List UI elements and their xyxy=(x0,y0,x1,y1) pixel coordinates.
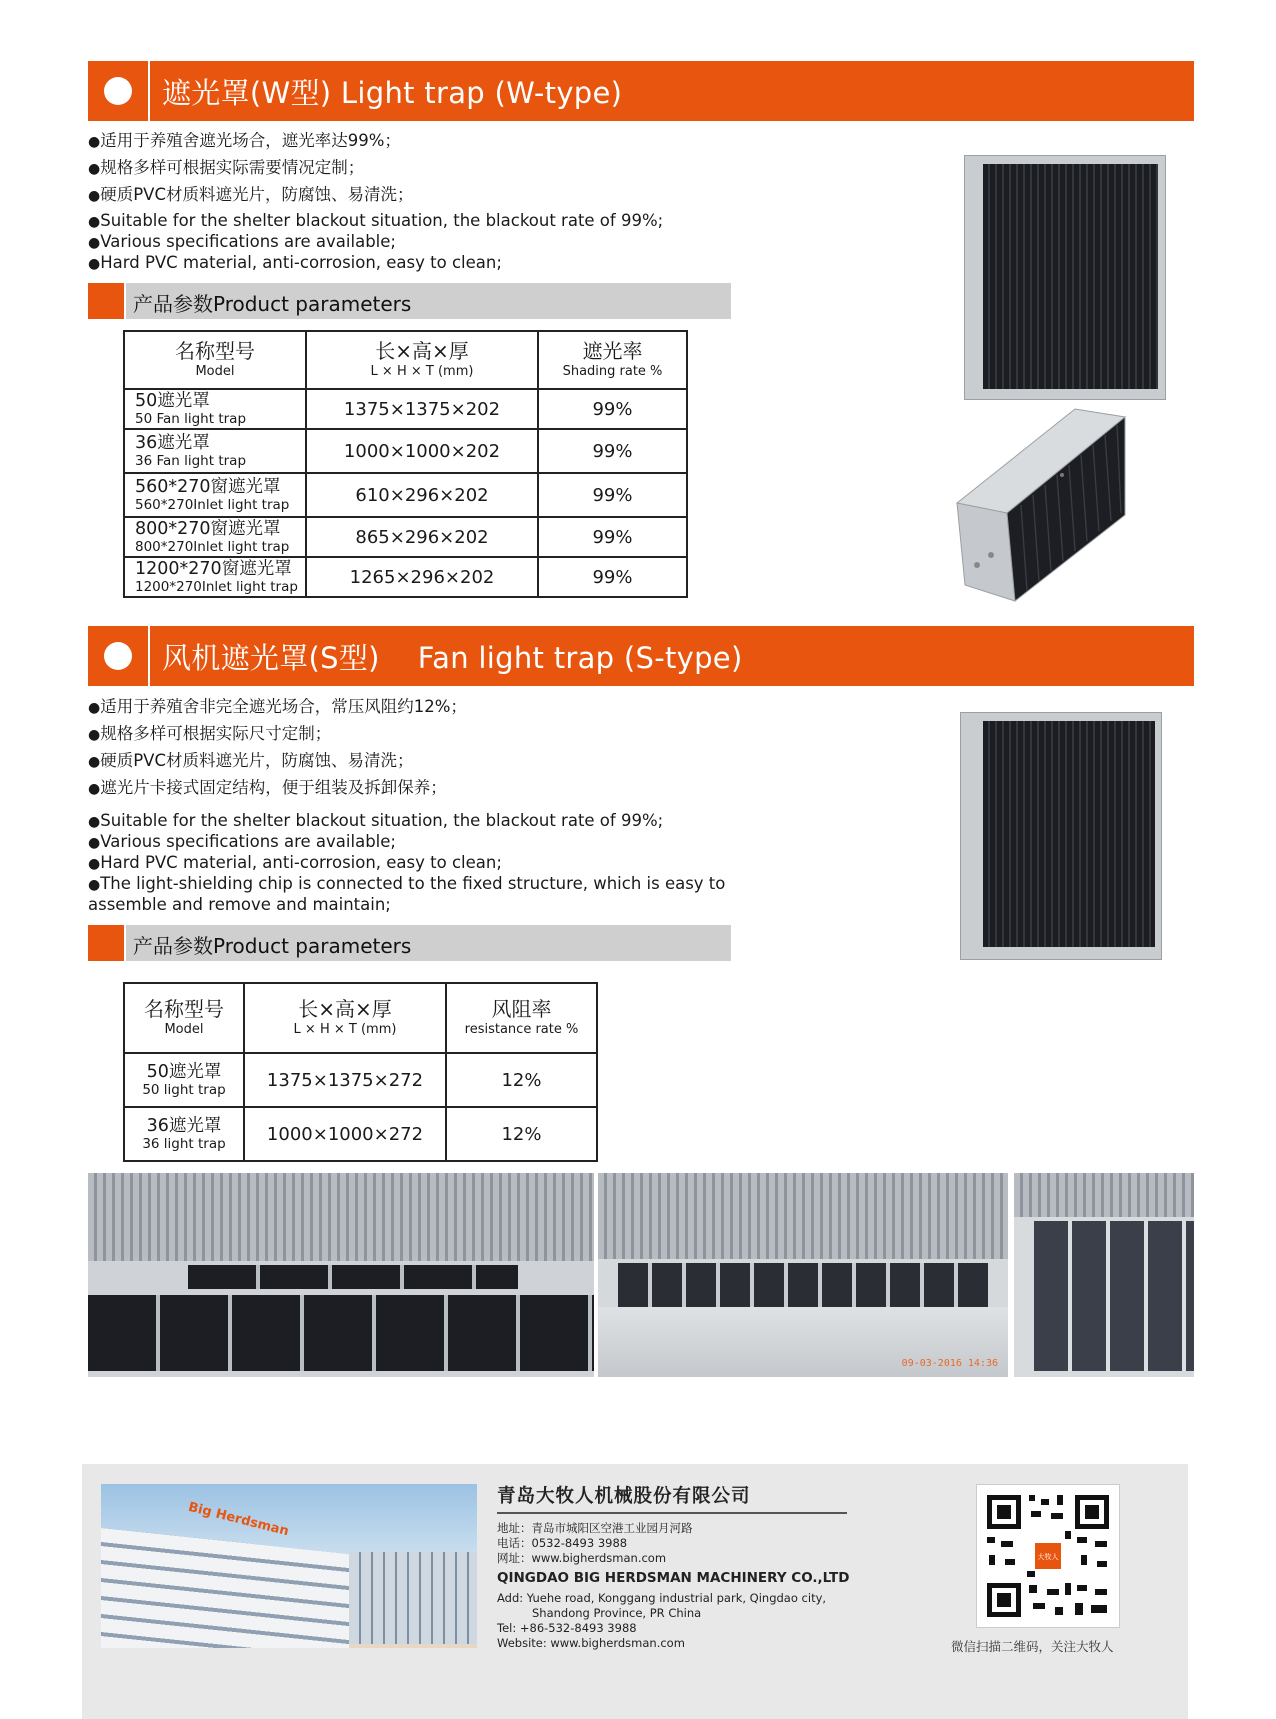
header-square xyxy=(88,61,150,121)
qr-code-graphic xyxy=(977,1485,1119,1627)
address-en-line2: Shandong Province, PR China xyxy=(532,1606,702,1620)
company-building-image xyxy=(101,1484,477,1648)
website-cn: 网址：www.bigherdsman.com xyxy=(497,1551,667,1565)
model-cell: 36遮光罩 36 light trap xyxy=(124,1107,244,1161)
header-cell: 长×高×厚 L × H × T (mm) xyxy=(306,331,538,389)
bullet-en: ●Suitable for the shelter blackout situation, the blackout rate of 99%; xyxy=(88,211,664,230)
bullet-en: ●Various specifications are available; xyxy=(88,232,396,251)
section-s-title: 风机遮光罩(S型) Fan light trap (S-type) xyxy=(162,641,743,675)
rate-cell: 99% xyxy=(538,389,687,429)
size-cell: 1375×1375×202 xyxy=(306,389,538,429)
header-cell: 遮光率 Shading rate % xyxy=(538,331,687,389)
tel-en: Tel: +86-532-8493 3988 xyxy=(497,1621,637,1635)
rate-cell: 99% xyxy=(538,517,687,557)
model-cell: 1200*270窗遮光罩 1200*270Inlet light trap xyxy=(124,557,306,597)
param-bar-square xyxy=(88,925,126,961)
header-cell: 名称型号 Model xyxy=(124,983,244,1053)
model-cell: 560*270窗遮光罩 560*270Inlet light trap xyxy=(124,473,306,517)
param-bar-w xyxy=(88,283,731,319)
qr-code-icon xyxy=(976,1484,1120,1628)
louver-panel xyxy=(983,721,1155,947)
company-name-cn: 青岛大牧人机械股份有限公司 xyxy=(497,1486,751,1507)
header-cell: 名称型号 Model xyxy=(124,331,306,389)
section-w-header xyxy=(88,61,1194,121)
rate-cell: 12% xyxy=(446,1053,597,1107)
rate-cell: 99% xyxy=(538,473,687,517)
table-row xyxy=(124,1053,597,1107)
bullet-en: ●The light-shielding chip is connected to the fixed structure, which is easy to xyxy=(88,874,726,893)
size-cell: 1375×1375×272 xyxy=(244,1053,446,1107)
light-trap-row-lower xyxy=(88,1295,594,1371)
size-cell: 1000×1000×272 xyxy=(244,1107,446,1161)
param-label: 产品参数Product parameters xyxy=(133,934,412,958)
bullet-cn: ●规格多样可根据实际需要情况定制； xyxy=(88,158,365,177)
inlet-light-trap-image xyxy=(955,405,1131,605)
param-bar-square xyxy=(88,283,126,319)
table-header-row xyxy=(124,983,597,1053)
light-trap-row-upper xyxy=(188,1265,518,1289)
installation-photo-3 xyxy=(1014,1173,1194,1377)
qr-caption: 微信扫描二维码，关注大牧人 xyxy=(951,1639,1114,1654)
size-cell: 1000×1000×202 xyxy=(306,429,538,473)
table-row xyxy=(124,473,687,517)
bullet-dot-icon xyxy=(104,642,132,670)
section-w-title: 遮光罩(W型) Light trap (W-type) xyxy=(162,76,623,110)
bullet-en: ●Various specifications are available; xyxy=(88,832,396,851)
bullet-cn: ●规格多样可根据实际尺寸定制； xyxy=(88,724,332,743)
qr-logo: 大牧人 xyxy=(1037,1553,1059,1561)
phone-cn: 电话：0532-8493 3988 xyxy=(497,1536,628,1550)
spec-table-w xyxy=(123,330,688,598)
photo-timestamp: 09-03-2016 14:36 xyxy=(901,1358,998,1369)
bullet-cn: ●遮光片卡接式固定结构，便于组装及拆卸保养； xyxy=(88,778,447,797)
w-type-light-trap-image xyxy=(964,155,1166,400)
table-row xyxy=(124,1107,597,1161)
model-cell: 50遮光罩 50 Fan light trap xyxy=(124,389,306,429)
bullet-en: ●Hard PVC material, anti-corrosion, easy to clean; xyxy=(88,853,502,872)
size-cell: 865×296×202 xyxy=(306,517,538,557)
light-trap-wall xyxy=(1034,1221,1194,1371)
spec-table-s xyxy=(123,982,598,1162)
bullet-cn: ●适用于养殖舍遮光场合，遮光率达99%； xyxy=(88,131,401,150)
ceiling xyxy=(598,1173,1008,1259)
building-sign: Big Herdsman xyxy=(186,1499,291,1540)
s-type-fan-light-trap-image xyxy=(960,712,1162,960)
installation-photo-1 xyxy=(88,1173,594,1377)
section-s-header xyxy=(88,626,1194,686)
bullet-en: ●Suitable for the shelter blackout situation, the blackout rate of 99%; xyxy=(88,811,664,830)
building-wing xyxy=(349,1552,477,1644)
building-facade xyxy=(101,1528,349,1648)
installation-photo-2 xyxy=(598,1173,1008,1377)
address-cn: 地址：青岛市城阳区空港工业园月河路 xyxy=(497,1521,693,1535)
table-row xyxy=(124,389,687,429)
model-cell: 50遮光罩 50 light trap xyxy=(124,1053,244,1107)
address-en-line1: Add: Yuehe road, Konggang industrial park, Qingdao city, xyxy=(497,1591,827,1605)
model-cell: 36遮光罩 36 Fan light trap xyxy=(124,429,306,473)
bullet-cn: ●硬质PVC材质料遮光片，防腐蚀、易清洗； xyxy=(88,751,414,770)
model-cell: 800*270窗遮光罩 800*270Inlet light trap xyxy=(124,517,306,557)
bullet-en-continued: assemble and remove and maintain; xyxy=(88,895,391,914)
rate-cell: 12% xyxy=(446,1107,597,1161)
louver-panel xyxy=(983,164,1158,389)
table-row xyxy=(124,517,687,557)
bullet-dot-icon xyxy=(104,77,132,105)
rate-cell: 99% xyxy=(538,429,687,473)
ceiling xyxy=(88,1173,594,1261)
table-row xyxy=(124,429,687,473)
header-cell: 长×高×厚 L × H × T (mm) xyxy=(244,983,446,1053)
divider xyxy=(497,1512,847,1514)
bullet-en: ●Hard PVC material, anti-corrosion, easy to clean; xyxy=(88,253,502,272)
header-square xyxy=(88,626,150,686)
param-label: 产品参数Product parameters xyxy=(133,292,412,316)
company-name-en: QINGDAO BIG HERDSMAN MACHINERY CO.,LTD xyxy=(497,1570,850,1586)
bullet-cn: ●硬质PVC材质料遮光片，防腐蚀、易清洗； xyxy=(88,185,414,204)
param-bar-s xyxy=(88,925,731,961)
size-cell: 610×296×202 xyxy=(306,473,538,517)
ceiling xyxy=(1014,1173,1194,1217)
table-header-row xyxy=(124,331,687,389)
table-row xyxy=(124,557,687,597)
rate-cell: 99% xyxy=(538,557,687,597)
size-cell: 1265×296×202 xyxy=(306,557,538,597)
website-en: Website: www.bigherdsman.com xyxy=(497,1636,685,1650)
header-cell: 风阻率 resistance rate % xyxy=(446,983,597,1053)
light-trap-wall xyxy=(618,1263,988,1307)
bullet-cn: ●适用于养殖舍非完全遮光场合，常压风阻约12%； xyxy=(88,697,467,716)
